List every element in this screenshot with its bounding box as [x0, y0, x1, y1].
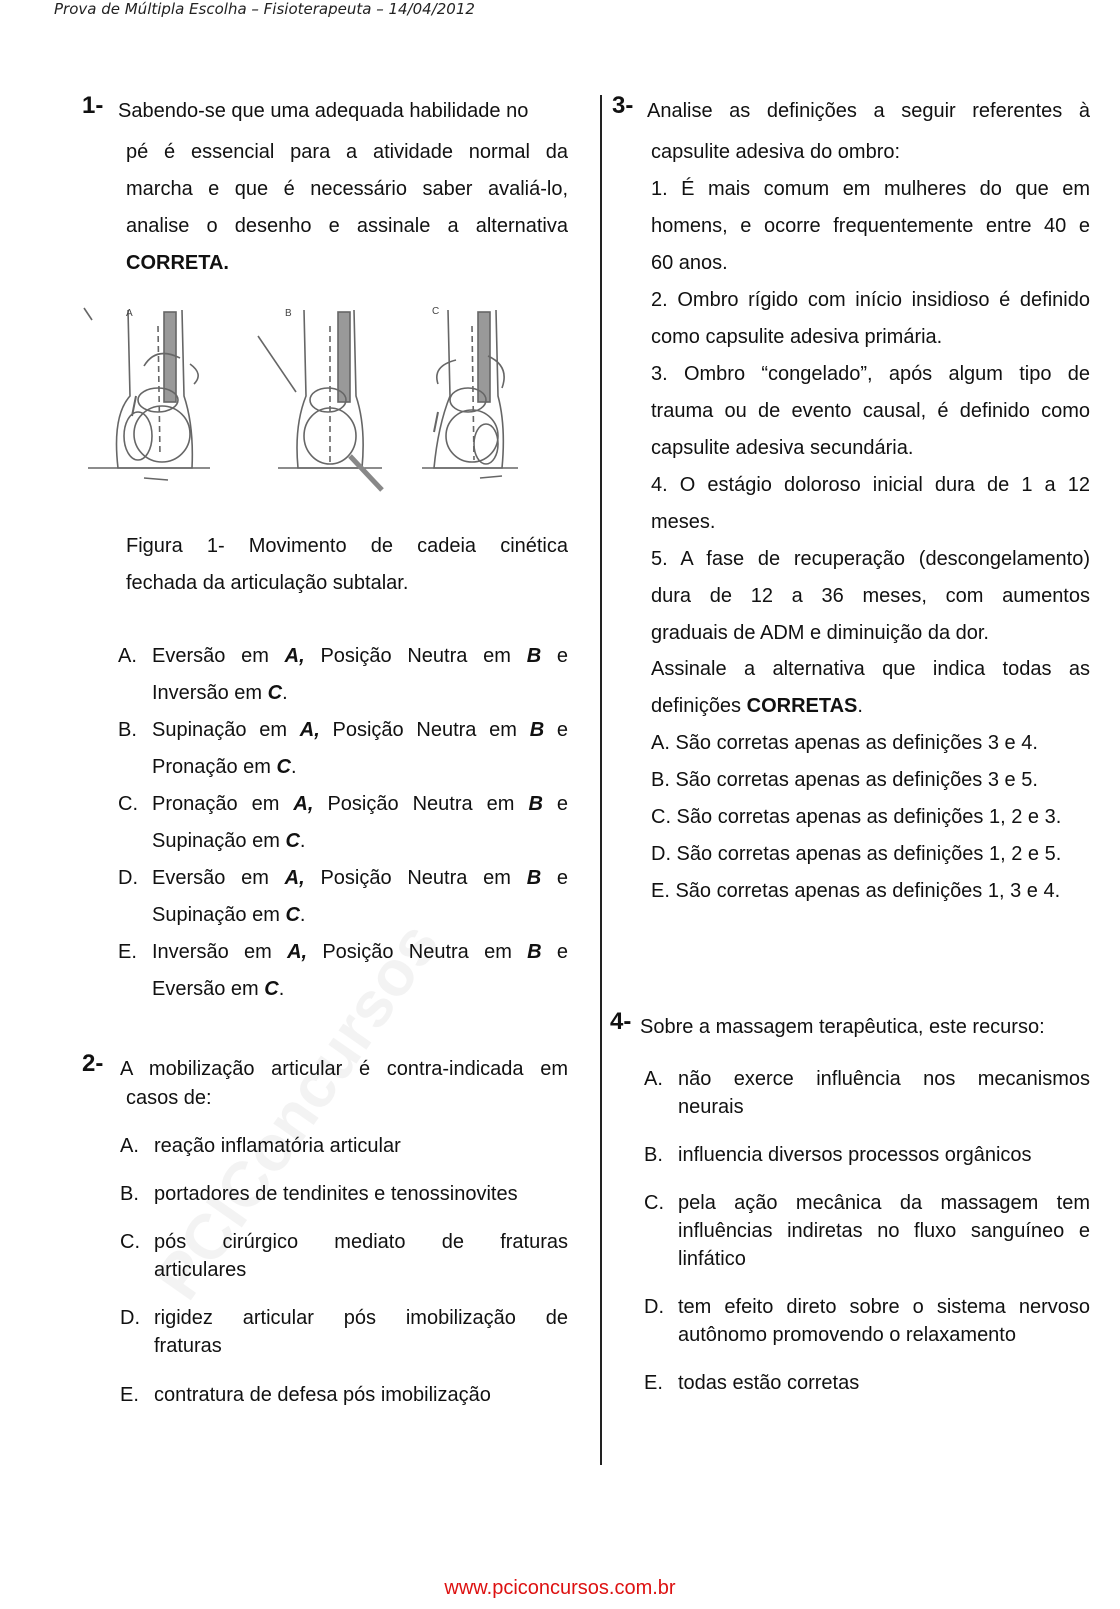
option-a: A. não exerce influência nos mecanismos neurais: [644, 1068, 1090, 1118]
question-text: pé é essencial para a atividade normal da: [126, 141, 568, 163]
option-a: A. São corretas apenas as definições 3 e 4.: [651, 732, 1038, 754]
option-line: Eversão em C.: [152, 978, 285, 1000]
question-text: Assinale a alternativa que indica todas as: [651, 658, 1090, 680]
question-text: Sobre a massagem terapêutica, este recurso:: [640, 1016, 1045, 1038]
option-letter: C.: [118, 793, 138, 815]
option-line: Pronação em A, Posição Neutra em B e: [152, 793, 569, 815]
question-text: 2. Ombro rígido com início insidioso é definido: [651, 289, 1090, 311]
question-number: 1-: [82, 92, 104, 119]
option-d: D. São corretas apenas as definições 1, 2 e 5.: [651, 843, 1062, 865]
figure-label-c: C: [432, 306, 440, 317]
option-line: Inversão em A, Posição Neutra em B e: [152, 941, 568, 963]
option-e: E. São corretas apenas as definições 1, 3 e 4.: [651, 880, 1061, 902]
question-text: marcha e que é necessário saber avaliá-lo,: [126, 178, 568, 200]
question-text: 3. Ombro “congelado”, após algum tipo de: [651, 363, 1090, 385]
question-text: trauma ou de evento causal, é definido como: [651, 400, 1090, 422]
option-line: Supinação em A, Posição Neutra em B e: [152, 719, 568, 741]
question-text: meses.: [651, 511, 716, 533]
option-line: Eversão em A, Posição Neutra em B e: [152, 645, 569, 667]
foot-figure-b: [258, 310, 382, 490]
option-d: D. rigidez articular pós imobilização de fraturas: [120, 1307, 568, 1357]
question-number: 3-: [612, 92, 634, 119]
question-emphasis: CORRETA.: [126, 252, 229, 274]
option-letter: E.: [118, 941, 137, 963]
figure-caption: fechada da articulação subtalar.: [126, 572, 409, 594]
option-b: B. São corretas apenas as definições 3 e 5.: [651, 769, 1038, 791]
option-letter: A.: [118, 645, 137, 667]
option-a: [118, 637, 568, 713]
option-b: [118, 711, 568, 787]
question-number: 2-: [82, 1050, 104, 1077]
foot-figure-c: [434, 310, 504, 478]
figure-label-a: A: [126, 308, 133, 319]
column-divider: [600, 95, 602, 1465]
question-text: analise o desenho e assinale a alternativa: [126, 215, 568, 237]
question-text: 60 anos.: [651, 252, 728, 274]
option-line: Supinação em C.: [152, 904, 306, 926]
question-text: dura de 12 a 36 meses, com aumentos: [651, 585, 1090, 607]
question-text: 5. A fase de recuperação (descongelamento): [651, 548, 1090, 570]
option-letter: B.: [118, 719, 137, 741]
question-text: 4. O estágio doloroso inicial dura de 1 a 12: [651, 474, 1090, 496]
figure-label-b: B: [285, 308, 292, 319]
page-header: Prova de Múltipla Escolha – Fisioterapeuta – 14/04/2012: [54, 0, 475, 18]
footer-url: www.pciconcursos.com.br: [444, 1577, 676, 1599]
question-text: homens, e ocorre frequentemente entre 40 e: [651, 215, 1090, 237]
question-text: definições CORRETAS.: [651, 695, 863, 717]
option-line: Pronação em C.: [152, 756, 297, 778]
question-text: capsulite adesiva do ombro:: [651, 141, 901, 163]
figure-caption: Figura 1- Movimento de cadeia cinética: [126, 535, 568, 557]
question-text: A mobilização articular é contra-indicada em: [120, 1058, 568, 1080]
subtalar-figure: [82, 296, 542, 501]
option-d: D. tem efeito direto sobre o sistema nervoso autônomo promovendo o relaxamento: [644, 1296, 1090, 1346]
option-letter: D.: [118, 867, 138, 889]
foot-figure-a: [84, 308, 198, 480]
question-text: Analise as definições a seguir referentes à: [647, 100, 1090, 122]
option-line: Supinação em C.: [152, 830, 306, 852]
option-c: C. pós cirúrgico mediato de fraturas articulares: [120, 1231, 568, 1281]
question-text: capsulite adesiva secundária.: [651, 437, 914, 459]
question-text: casos de:: [126, 1087, 212, 1109]
question-text: graduais de ADM e diminuição da dor.: [651, 622, 989, 644]
question-text: Sabendo-se que uma adequada habilidade no: [118, 100, 529, 122]
option-c: C. São corretas apenas as definições 1, 2 e 3.: [651, 806, 1062, 828]
option-c: [118, 785, 568, 861]
option-e: [118, 933, 568, 1009]
question-text: como capsulite adesiva primária.: [651, 326, 943, 348]
option-c: C. pela ação mecânica da massagem tem influências indiretas no fluxo sanguíneo e linfático: [644, 1192, 1090, 1270]
option-line: Eversão em A, Posição Neutra em B e: [152, 867, 569, 889]
question-number: 4-: [610, 1008, 632, 1035]
question-text: 1. É mais comum em mulheres do que em: [651, 178, 1090, 200]
option-d: [118, 859, 568, 935]
option-line: Inversão em C.: [152, 682, 288, 704]
